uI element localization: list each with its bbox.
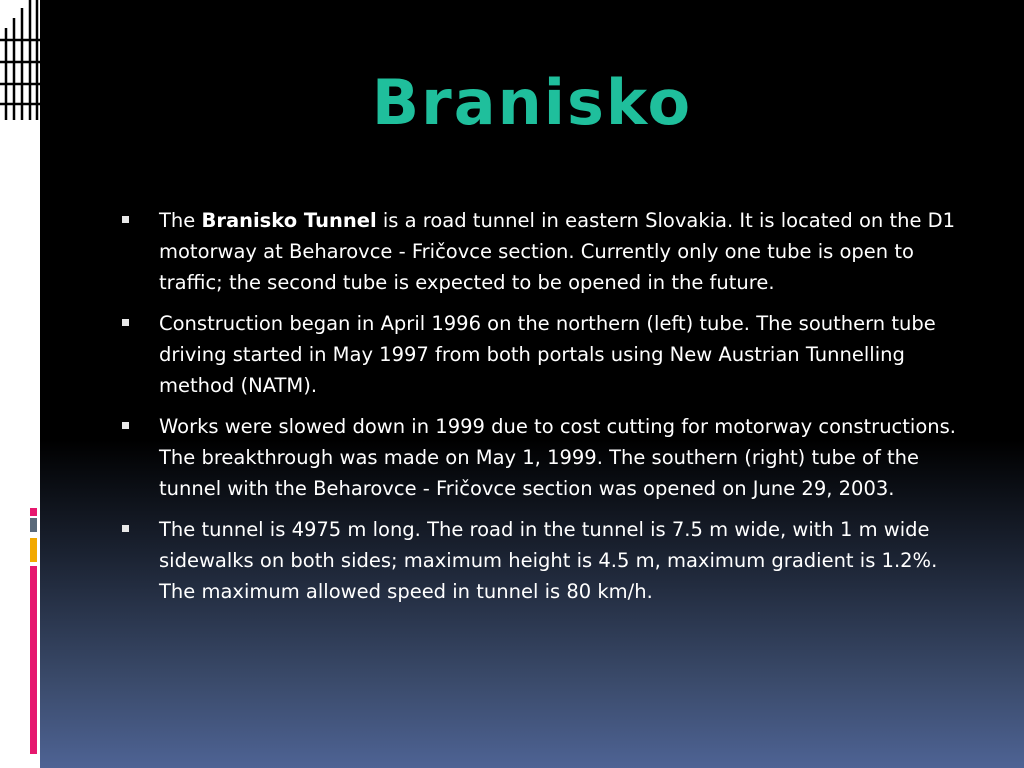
bullet-item [120,308,965,401]
accent-bar-gold [30,538,37,562]
square-bullet-icon [122,525,129,532]
bullet-text: Works were slowed down in 1999 due to cost cutting for motorway constructions. The breakthrough was made on May 1, 1999. The southern (right) tube of the tunnel with the Beharovce - Fričovce section was opened on June 29, 2003. [159,415,956,500]
accent-bar-pink [30,566,37,754]
bullet-text: The tunnel is 4975 m long. The road in the tunnel is 7.5 m wide, with 1 m wide sidewalks on both sides; maximum height is 4.5 m, maximum gradient is 1.2%. The maximum allowed speed in tunnel is 80 km/h. [159,518,938,603]
bullet-text-prefix: The [159,209,202,232]
bullet-text: Construction began in April 1996 on the northern (left) tube. The southern tube driving started in May 1997 from both portals using New Austrian Tunnelling method (NATM). [159,312,936,397]
bullet-text-bold: Branisko Tunnel [201,209,377,232]
bullet-item [120,411,965,504]
accent-bar-pink-top [30,508,37,516]
square-bullet-icon [122,422,129,429]
square-bullet-icon [122,216,129,223]
bullet-item [120,205,965,298]
slide-title: Branisko [371,66,693,139]
bullet-list [120,205,965,617]
bullet-text-suffix: is a road tunnel in eastern Slovakia. It is located on the D1 motorway at Beharovce - Fričovce section. Currently only one tube is open to traffic; the second tube is expected to be opened in the future. [159,209,956,294]
square-bullet-icon [122,319,129,326]
accent-bar-gray [30,518,37,532]
bullet-item [120,514,965,607]
